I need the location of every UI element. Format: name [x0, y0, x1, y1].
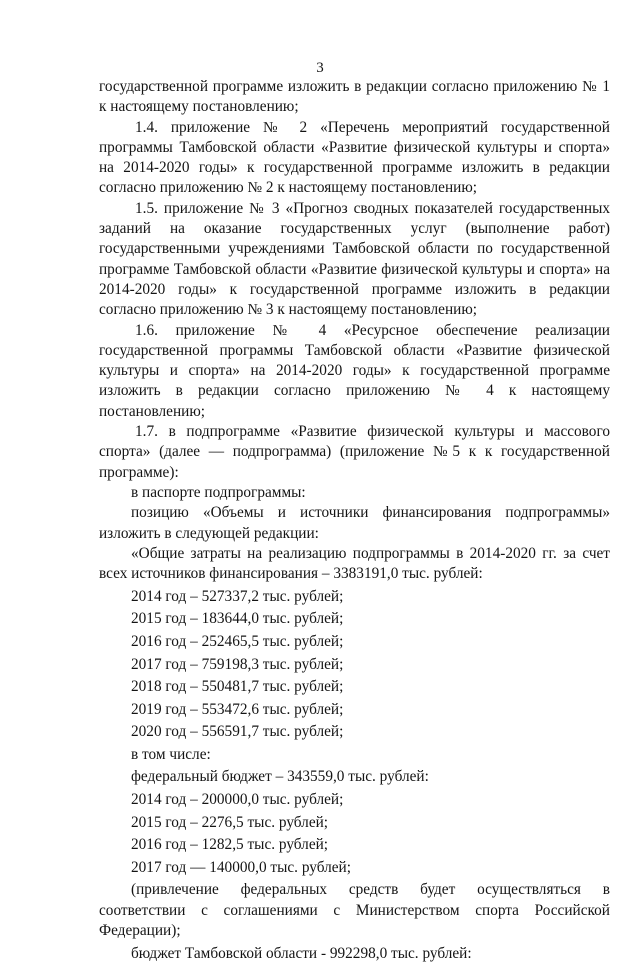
text-line: программы Тамбовской области «Развитие физической культуры и спорта» — [99, 138, 610, 156]
text-line: государственными учреждениями Тамбовской области по государственной — [99, 240, 610, 258]
text-line: позицию «Объемы и источники финансирования подпрограммы» — [131, 504, 610, 522]
year-line: 2017 год – 759198,3 тыс. рублей; — [131, 655, 344, 673]
year-line: 2015 год – 183644,0 тыс. рублей; — [131, 610, 344, 628]
text-line: 1.5. приложение № 3 «Прогноз сводных показателей государственных — [135, 199, 610, 217]
text-line: программе): — [99, 463, 179, 481]
year-line: 2014 год – 527337,2 тыс. рублей; — [131, 587, 344, 605]
year-line: 2016 год – 252465,5 тыс. рублей; — [131, 632, 344, 650]
year-line: 2014 год – 200000,0 тыс. рублей; — [131, 791, 344, 809]
text-line: заданий на оказание государственных услуг (выполнение работ) — [99, 220, 610, 238]
text-line: согласно приложению № 2 к настоящему постановлению; — [99, 179, 478, 197]
text-line: 2014-2020 годы» к государственной программе изложить в редакции — [99, 280, 610, 298]
year-line: 2017 год — 140000,0 тыс. рублей; — [131, 858, 351, 876]
year-line: 2015 год – 2276,5 тыс. рублей; — [131, 813, 329, 831]
text-line: в паспорте подпрограммы: — [131, 483, 306, 501]
year-line: 2019 год – 553472,6 тыс. рублей; — [131, 700, 344, 718]
text-line: федеральный бюджет – 343559,0 тыс. рублей: — [131, 768, 429, 786]
text-line: соответствии с соглашениями с Министерством спорта Российской — [99, 901, 610, 919]
page-number: 3 — [316, 60, 324, 76]
text-line: изложить в следующей редакции: — [99, 524, 319, 542]
text-line: всех источников финансирования – 3383191,0 тыс. рублей: — [99, 565, 483, 583]
text-line: на 2014-2020 годы» к государственной программе изложить в редакции — [99, 159, 610, 177]
text-line: согласно приложению № 3 к настоящему постановлению; — [99, 301, 478, 319]
text-line: государственной программе изложить в редакции согласно приложению № 1 — [99, 78, 610, 95]
text-line: к настоящему постановлению; — [99, 98, 299, 116]
text-line: 1.7. в подпрограмме «Развитие физической культуры и массового — [135, 423, 610, 441]
text-line: 1.6. приложение № 4 «Ресурсное обеспечение реализации — [135, 321, 610, 339]
text-line: программе Тамбовской области «Развитие физической культуры и спорта» на — [99, 260, 610, 278]
text-line: Федерации); — [99, 922, 181, 940]
text-line: постановлению; — [99, 402, 205, 420]
year-line: 2020 год – 556591,7 тыс. рублей; — [131, 723, 344, 741]
text-line: спорта» (далее — подпрограмма) (приложение №5 к к государственной — [99, 443, 610, 461]
text-line: бюджет Тамбовской области - 992298,0 тыс. рублей: — [131, 944, 472, 962]
text-line: изложить в редакции согласно приложению № 4 к настоящему — [99, 382, 610, 400]
text-line: культуры и спорта» на 2014-2020 годы» к государственной программе — [99, 362, 610, 380]
text-line: государственной программы Тамбовской области «Развитие физической — [99, 341, 610, 359]
text-line: 1.4. приложение № 2 «Перечень мероприятий государственной — [135, 118, 610, 136]
text-line: «Общие затраты на реализацию подпрограммы в 2014-2020 гг. за счет — [131, 544, 610, 562]
document-body — [99, 77, 610, 964]
text-line: (привлечение федеральных средств будет осуществляться в — [131, 881, 610, 899]
text-line: в том числе: — [131, 745, 211, 763]
year-line: 2016 год – 1282,5 тыс. рублей; — [131, 836, 329, 854]
year-line: 2018 год – 550481,7 тыс. рублей; — [131, 678, 344, 696]
